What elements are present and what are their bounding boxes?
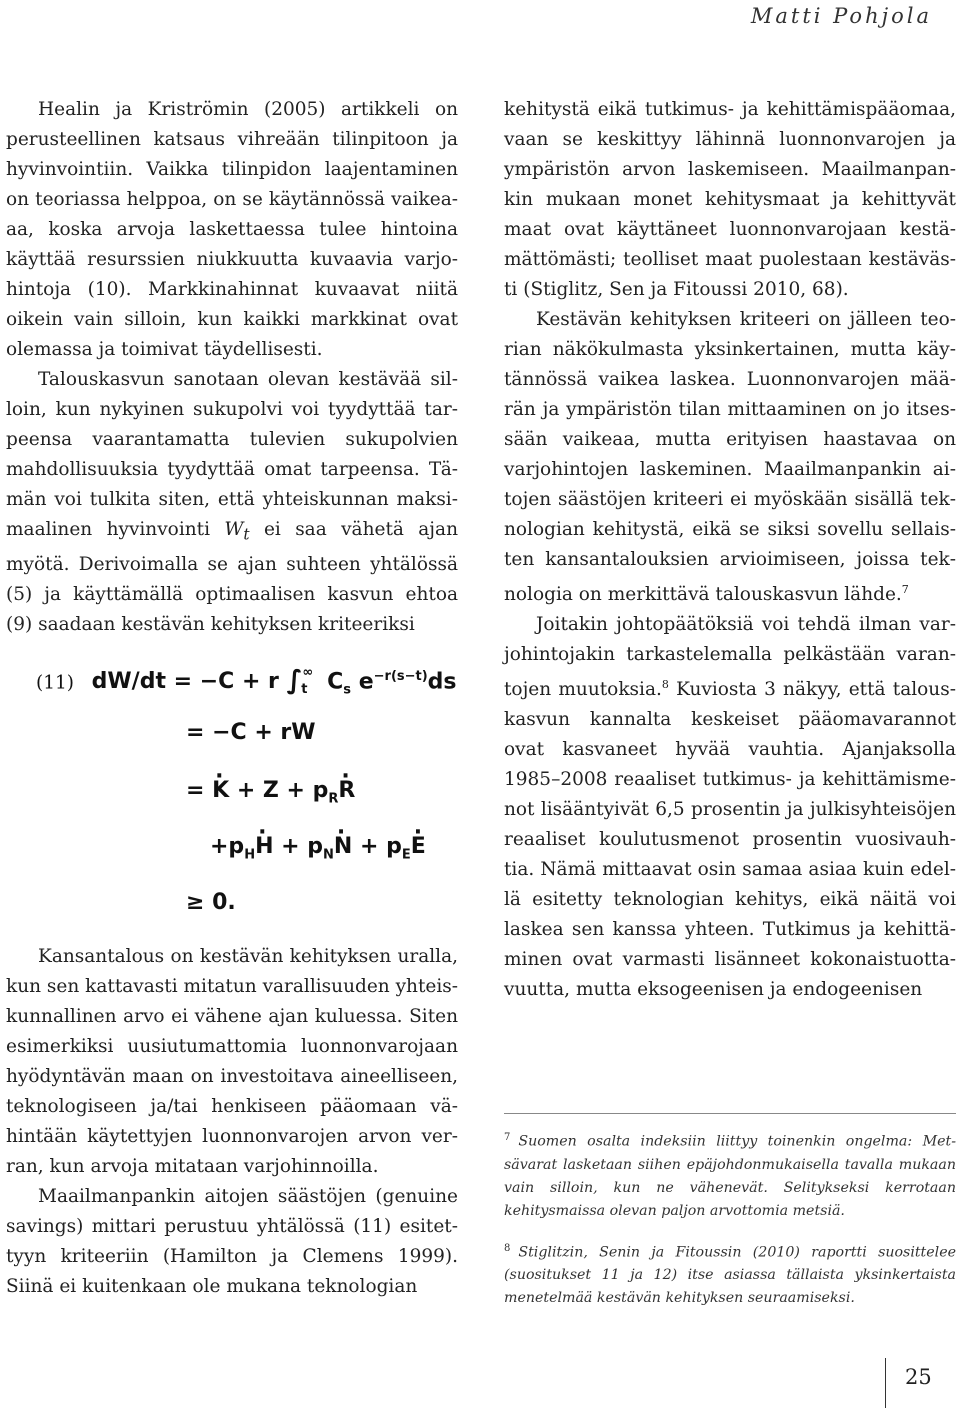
paragraph-continuation: kehitystä eikä tutkimus- ja kehittämispääomaa, vaan se keskittyy lähinnä luonnonvarojen ja ympäristön arvon laskemiseen. Maailmanpankin mukaan monet kehitysmaat ja kehittyvät maat ovat käyttäneet luonnonvarojaan kestämättömästi; teolliset maat puolestaan kestävästi (Stiglitz, Sen ja Fitoussi 2010, 68). <box>504 99 956 300</box>
paragraph-wealth: Kansantalous on kestävän kehityksen uralla, kun sen kattavasti mitatun varallisuuden yhteiskunnallinen arvo ei vähene ajan kuluessa. Siten esimerkiksi uusiutumattomia luonnonvarojaan hyödyntävän maan on investoitava aineelliseen, teknologiseen ja/tai henkiseen pääomaan vähintään käytettyjen luonnonvarojen arvon verran, kun arvoja mitataan varjohinnoilla. <box>6 945 459 1177</box>
equation-number: (11) <box>36 672 74 694</box>
paragraph-text: Talouskasvun sanotaan olevan kestävää silloin, kun nykyinen sukupolvi voi tyydyttää tarpeensa vaarantamatta tulevien sukupolvien mahdollisuuksia tyydyttää omat tarpeensa. Tämän voi tulkita siten, että yhteiskunnan maksimaalinen hyvinvointi <box>6 369 458 540</box>
paragraph-conclusions: Joitakin johtopäätöksiä voi tehdä ilman varjohintojakin tarkastelemalla pelkästään varantojen muutoksia.$^8$ Kuviosta 3 näkyy, että talouskasvun kannalta keskeiset pääomavarannot ovat kasvaneet hyvää vauhtia. Ajanjaksolla 1985–2008 reaaliset tutkimus- ja kehittämismenot lisääntyivät 6,5 prosentin ja julkisyhteisöjen reaaliset koulutusmenot prosentin vuosivauhtia. Nämä mittaavat osin samaa asiaa kuin edellä esitetty teknologian kehitys, eikä näitä voi laskea sen kanssa yhteen. Tutkimus ja kehittäminen ovat varmasti lisänneet kokonaistuottavuutta, mutta eksogeenisen ja endogeenisen <box>504 614 956 1001</box>
left-column <box>6 95 458 1302</box>
page-number: 25 <box>905 1365 932 1389</box>
paragraph-text: ei saa vähetä ajan myötä. Derivoimalla se ajan suhteen yhtälössä (5) ja käyttämällä optimaalisen kasvun ehtoa (9) saadaan kestävän kehityksen kriteeriksi <box>6 519 458 635</box>
footnote-8: $^8$ Stiglitzin, Senin ja Fitoussin (2010) raportti suosittelee (suositukset 11 ja 12) itse asiassa tällaista yksinkertaista menetelmää kestävän kehityksen seuraamiseksi. <box>504 1242 956 1307</box>
equation-line-1: (11) dW/dt = −C + r $\int^\infty_t$ $C_s$ $e^{-r(s-t)}ds$ <box>36 664 457 698</box>
footnotes <box>504 1126 956 1324</box>
running-head: Matti Pohjola <box>750 4 932 28</box>
footnote-rule <box>504 1113 956 1114</box>
equation-11 <box>6 652 458 934</box>
footnote-ref-7[interactable]: 7 <box>901 583 909 596</box>
paragraph-criterion: Kestävän kehityksen kriteeri on jälleen teorian näkökulmasta yksinkertainen, mutta käytännössä vaikea laskea. Luonnonvarojen määrän ja ympäristön tilan mittaaminen on jo itsessään vaikeaa, mutta erityisen haastavaa on varjohintojen laskeminen. Maailmanpankin aitojen säästöjen kriteeri ei myöskään sisällä teknologian kehitystä, eikä se siksi sovellu sellaisten kansantalouksien arvioimiseen, joissa teknologia on merkittävä talouskasvun lähde.$^7$ <box>504 309 956 606</box>
equation-line-5: ≥ 0. <box>186 889 236 915</box>
paragraph-heal-kristrom: Healin ja Kriströmin (2005) artikkeli on perusteellinen katsaus vihreään tilinpitoon ja hyvinvointiin. Vaikka tilinpidon laajentaminen on teoriassa helppoa, on se käytännössä vaikeaaa, koska arvoja laskettaessa tulee hintoina käyttää resurssien niukkuutta kuvaavia varjohintoja (10). Markkinahinnat kuvaavat niitä oikein vain silloin, kun kaikki markkinat ovat olemassa ja toimivat täydellisesti. <box>6 99 458 360</box>
paragraph-sustainable-growth <box>6 365 458 640</box>
right-column <box>504 95 956 1005</box>
welfare-symbol: $W_t$ <box>224 519 250 544</box>
paragraph-genuine-savings: Maailmanpankin aitojen säästöjen (genuine savings) mittari perustuu yhtälössä (11) esitettyyn kriteeriin (Hamilton ja Clemens 1999). Siinä ei kuitenkaan ole mukana teknologian <box>6 1185 458 1297</box>
equation-line-2: = −C + rW <box>186 719 316 745</box>
footnote-ref-8[interactable]: 8 <box>661 678 669 692</box>
equation-line-4: $+p_H\cdot H + p_N\cdot N + p_E\cdot E$ <box>210 832 426 870</box>
page-number-rule <box>885 1358 886 1408</box>
footnote-7: $^7$ Suomen osalta indeksiin liittyy toinenkin ongelma: Metsävarat lasketaan siihen epäjohdonmukaisella tavalla mukaan vain silloin, kun ne vähenevät. Selitykseksi kerrotaan kehitysmaissa olevan paljon arvottomia metsiä. <box>504 1132 956 1219</box>
equation-line-3: = · $K + Z + p_R\cdot R$ <box>186 776 355 814</box>
